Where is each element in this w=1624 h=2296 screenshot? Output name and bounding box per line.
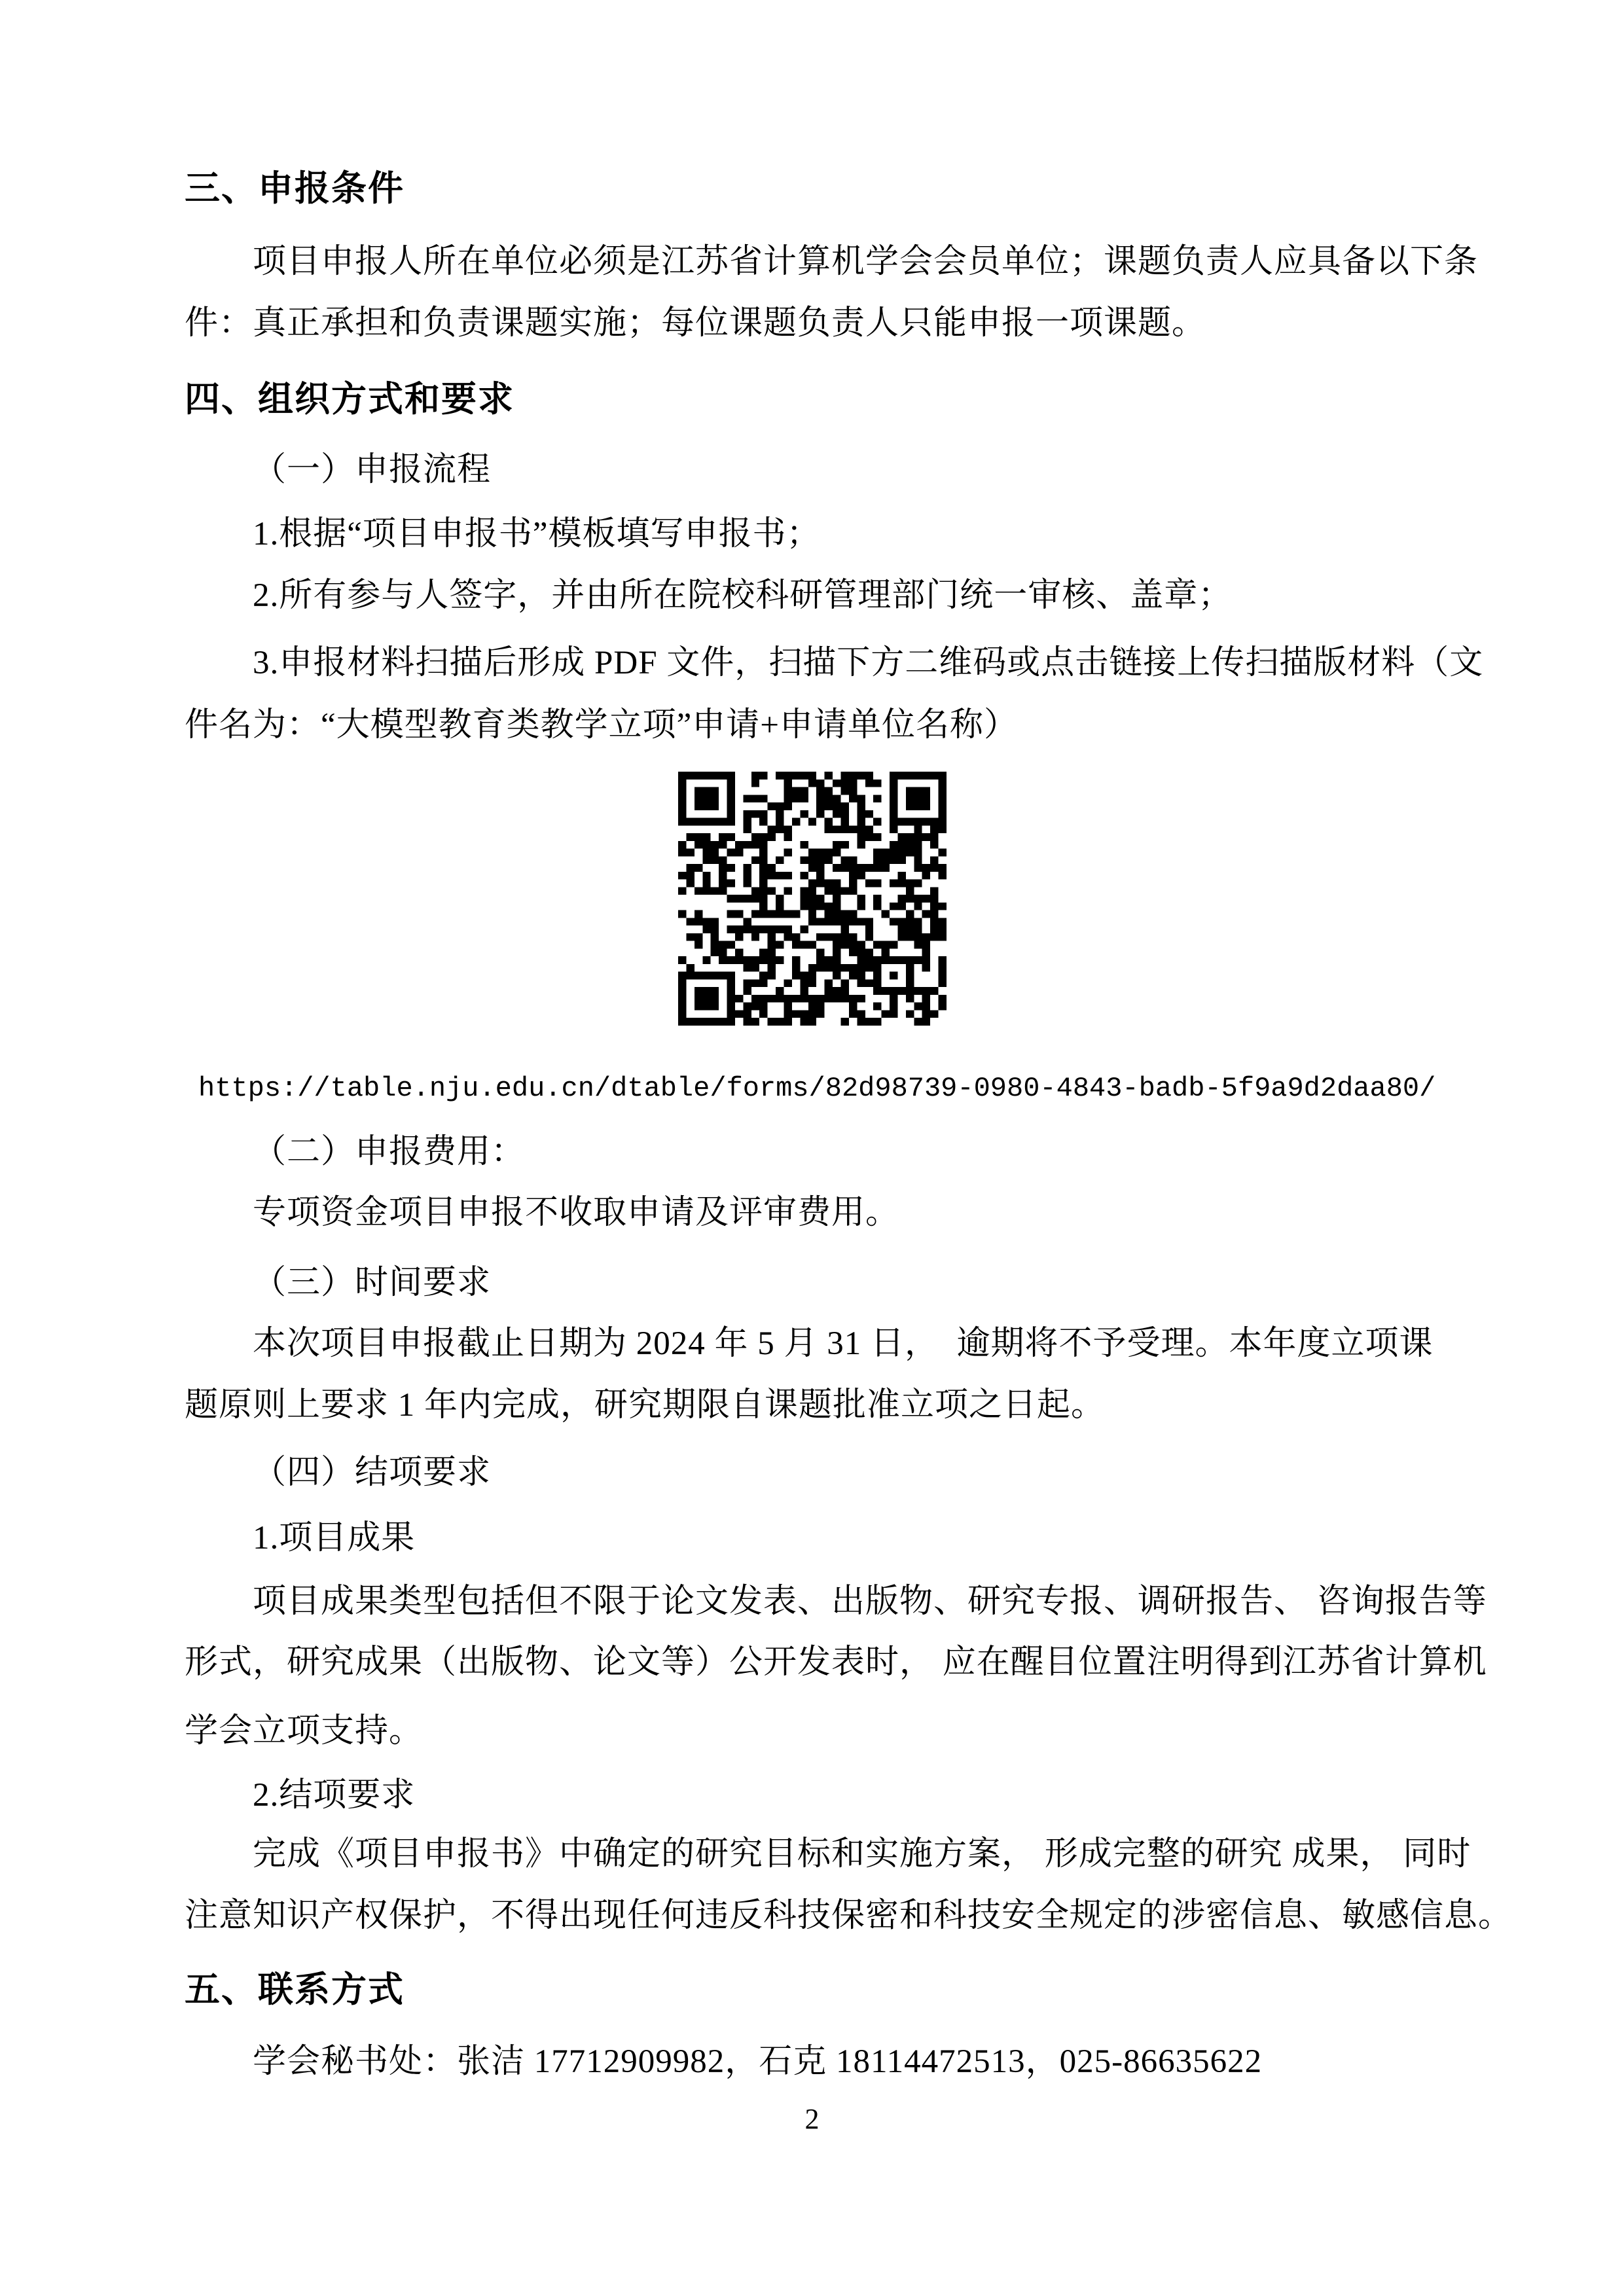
sub4-item2-line-1: 完成《项目申报书》中确定的研究目标和实施方案， 形成完整的研究 成果， 同时 <box>253 1836 1471 1873</box>
step-1: 1.根据“项目申报书”模板填写申报书； <box>253 516 821 552</box>
contact-line: 学会秘书处：张洁 17712909982，石克 18114472513，025-86635622 <box>253 2043 1263 2080</box>
section4-heading: 四、组织方式和要求 <box>185 380 514 419</box>
qr-code-container <box>0 772 1624 1034</box>
sub2-line-1: 专项资金项目申报不收取申请及评审费用。 <box>253 1194 900 1231</box>
sub4-item1-heading: 1.项目成果 <box>253 1520 416 1556</box>
section3-paragraph-line-2: 件：真正承担和负责课题实施；每位课题负责人只能申报一项课题。 <box>185 305 1206 342</box>
section5-heading: 五、联系方式 <box>185 1970 405 2009</box>
upload-url-link[interactable]: https://table.nju.edu.cn/dtable/forms/82d98739-0980-4843-badb-5f9a9d2daa80/ <box>198 1073 1436 1104</box>
section3-heading: 三、申报条件 <box>185 169 405 208</box>
sub1-heading: （一）申报流程 <box>253 452 492 488</box>
sub4-item1-line-1: 项目成果类型包括但不限于论文发表、出版物、研究专报、调研报告、 咨询报告等 <box>253 1583 1487 1620</box>
sub4-heading: （四）结项要求 <box>253 1454 492 1491</box>
page-number: 2 <box>804 2103 820 2135</box>
sub4-item1-line-2: 形式，研究成果（出版物、论文等）公开发表时， 应在醒目位置注明得到江苏省计算机 <box>185 1644 1487 1681</box>
step-3-line-1: 3.申报材料扫描后形成 PDF 文件，扫描下方二维码或点击链接上传扫描版材料（文 <box>253 645 1484 681</box>
sub3-heading: （三）时间要求 <box>253 1265 492 1301</box>
sub4-item2-line-2: 注意知识产权保护，不得出现任何违反科技保密和科技安全规定的涉密信息、敏感信息。 <box>185 1897 1513 1934</box>
sub3-line-2: 题原则上要求 1 年内完成，研究期限自课题批准立项之日起。 <box>185 1387 1106 1424</box>
qr-code <box>678 772 947 1026</box>
sub2-heading: （二）申报费用： <box>253 1134 526 1170</box>
sub4-item1-line-3: 学会立项支持。 <box>185 1713 424 1749</box>
step-2: 2.所有参与人签字，并由所在院校科研管理部门统一审核、盖章； <box>253 577 1233 614</box>
sub4-item2-heading: 2.结项要求 <box>253 1777 416 1814</box>
step-3-line-2: 件名为：“大模型教育类教学立项”申请+申请单位名称） <box>185 707 1019 744</box>
sub3-line-1: 本次项目申报截止日期为 2024 年 5 月 31 日， 逾期将不予受理。本年度立项课 <box>253 1325 1434 1362</box>
section3-paragraph-line-1: 项目申报人所在单位必须是江苏省计算机学会会员单位；课题负责人应具备以下条 <box>253 243 1479 280</box>
